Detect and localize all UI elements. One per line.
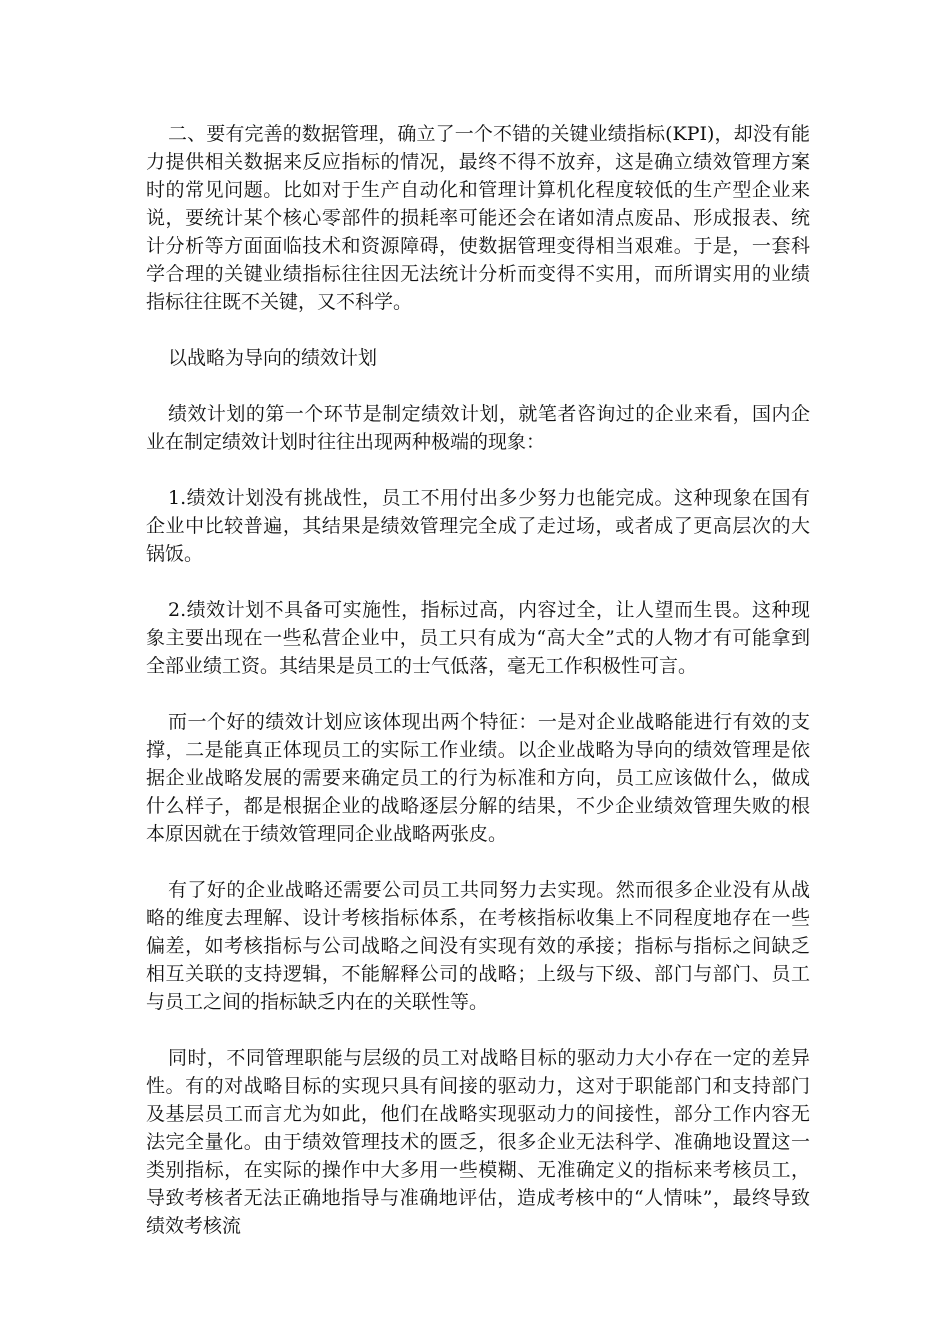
paragraph-driving-force-difference: 同时，不同管理职能与层级的员工对战略目标的驱动力大小存在一定的差异性。有的对战略目标的实现只具有间接的驱动力，这对于职能部门和支持部门及基层员工而言尤为如此，他们在战略实现驱动力的间接性，部分工作内容无法完全量化。由于绩效管理技术的匮乏，很多企业无法科学、准确地设置这一类别指标，在实际的操作中大多用一些模糊、无准确定义的指标来考核员工，导致考核者无法正确地指导与准确地评估，造成考核中的“人情味”，最终导致绩效考核流 bbox=[146, 1047, 810, 1237]
paragraph-point-1: 1.绩效计划没有挑战性，员工不用付出多少努力也能完成。这种现象在国有企业中比较普遍，其结果是绩效管理完全成了走过场，或者成了更高层次的大锅饭。 bbox=[146, 487, 810, 565]
paragraph-performance-plan-intro: 绩效计划的第一个环节是制定绩效计划，就笔者咨询过的企业来看，国内企业在制定绩效计划时往往出现两种极端的现象： bbox=[146, 403, 810, 453]
paragraph-strategy-implementation: 有了好的企业战略还需要公司员工共同努力去实现。然而很多企业没有从战略的维度去理解、设计考核指标体系，在考核指标收集上不同程度地存在一些偏差，如考核指标与公司战略之间没有实现有效的承接；指标与指标之间缺乏相互关联的支持逻辑，不能解释公司的战略；上级与下级、部门与部门、员工与员工之间的指标缺乏内在的关联性等。 bbox=[146, 879, 810, 1013]
section-heading: 以战略为导向的绩效计划 bbox=[168, 347, 378, 369]
paragraph-data-management: 二、要有完善的数据管理，确立了一个不错的关键业绩指标(KPI)，却没有能力提供相关数据来反应指标的情况，最终不得不放弃，这是确立绩效管理方案时的常见问题。比如对于生产自动化和管理计算机化程度较低的生产型企业来说，要统计某个核心零部件的损耗率可能还会在诸如清点废品、形成报表、统计分析等方面面临技术和资源障碍，使数据管理变得相当艰难。于是，一套科学合理的关键业绩指标往往因无法统计分析而变得不实用，而所谓实用的业绩指标往往既不关键，又不科学。 bbox=[146, 123, 810, 313]
paragraph-point-2: 2.绩效计划不具备可实施性，指标过高，内容过全，让人望而生畏。这种现象主要出现在一些私营企业中，员工只有成为“高大全”式的人物才有可能拿到全部业绩工资。其结果是员工的士气低落，毫无工作积极性可言。 bbox=[146, 599, 810, 677]
document-body bbox=[146, 120, 810, 1268]
paragraph-good-plan-features: 而一个好的绩效计划应该体现出两个特征：一是对企业战略能进行有效的支撑，二是能真正体现员工的实际工作业绩。以企业战略为导向的绩效管理是依据企业战略发展的需要来确定员工的行为标准和方向，员工应该做什么，做成什么样子，都是根据企业的战略逐层分解的结果，不少企业绩效管理失败的根本原因就在于绩效管理同企业战略两张皮。 bbox=[146, 711, 810, 845]
